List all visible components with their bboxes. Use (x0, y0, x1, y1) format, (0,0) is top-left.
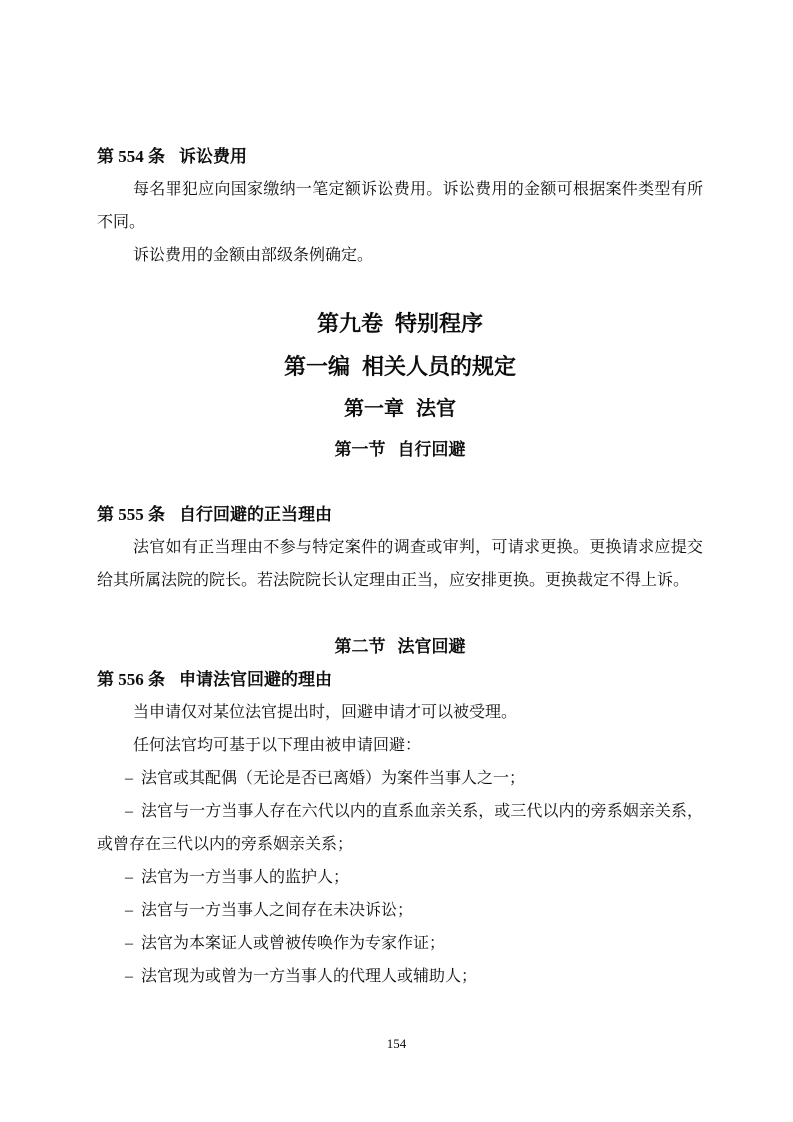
article-556-title: 申请法官回避的理由 (179, 670, 332, 689)
bullet-dash: – (125, 803, 133, 820)
bullet-dash: – (125, 935, 133, 952)
list-item-text: 法官现为或曾为一方当事人的代理人或辅助人； (141, 968, 478, 985)
bullet-dash: – (125, 968, 133, 985)
list-item (97, 861, 703, 894)
chapter-heading (97, 388, 703, 430)
list-item (97, 762, 703, 795)
article-555-heading (97, 498, 703, 531)
section-2-label: 第二节 (334, 637, 386, 656)
list-item-text: 法官与一方当事人存在六代以内的直系血亲关系，或三代以内的旁系姻亲关系，或曾存在三代以内的旁系姻亲关系； (97, 803, 703, 853)
article-555-paragraph-1: 法官如有正当理由不参与特定案件的调查或审判，可请求更换。更换请求应提交给其所属法院的院长。若法院院长认定理由正当，应安排更换。更换裁定不得上诉。 (97, 539, 703, 589)
volume-label: 第九卷 (316, 311, 383, 336)
article-554-title: 诉讼费用 (179, 147, 247, 166)
chapter-title: 法官 (416, 398, 456, 420)
article-556-paragraph-2: 任何法官均可基于以下理由被申请回避： (133, 737, 422, 754)
list-item-text: 法官为一方当事人的监护人； (141, 869, 350, 886)
article-554-number: 第 554 条 (97, 147, 165, 166)
article-554-heading (97, 140, 703, 173)
list-item-text: 法官为本案证人或曾被传唤作为专家作证； (141, 935, 446, 952)
page-number: 154 (386, 1036, 407, 1051)
page-content (97, 140, 703, 993)
bullet-dash: – (125, 902, 133, 919)
article-555-number: 第 555 条 (97, 505, 165, 524)
part-title: 相关人员的规定 (362, 354, 517, 379)
article-556-paragraph-1: 当申请仅对某位法官提出时，回避申请才可以被受理。 (133, 704, 518, 721)
article-555-title: 自行回避的正当理由 (179, 505, 332, 524)
article-554-paragraph-1: 每名罪犯应向国家缴纳一笔定额诉讼费用。诉讼费用的金额可根据案件类型有所不同。 (97, 181, 703, 231)
section-1-label: 第一节 (334, 440, 386, 459)
section-2-heading (97, 630, 703, 663)
list-item (97, 960, 703, 993)
bullet-dash: – (125, 869, 133, 886)
section-1-heading (97, 430, 703, 470)
part-heading (97, 345, 703, 388)
section-1-title: 自行回避 (397, 440, 466, 459)
list-item (97, 894, 703, 927)
section-2-title: 法官回避 (397, 637, 466, 656)
volume-title: 特别程序 (395, 311, 484, 336)
list-item (97, 795, 703, 861)
list-item-text: 法官或其配偶（无论是否已离婚）为案件当事人之一； (141, 770, 526, 787)
list-item-text: 法官与一方当事人之间存在未决诉讼； (141, 902, 414, 919)
chapter-label: 第一章 (344, 398, 404, 420)
article-556-heading (97, 663, 703, 696)
article-556-number: 第 556 条 (97, 670, 165, 689)
list-item (97, 927, 703, 960)
volume-heading (97, 302, 703, 345)
article-554-paragraph-2: 诉讼费用的金额由部级条例确定。 (133, 247, 374, 264)
part-label: 第一编 (283, 354, 350, 379)
bullet-dash: – (125, 770, 133, 787)
